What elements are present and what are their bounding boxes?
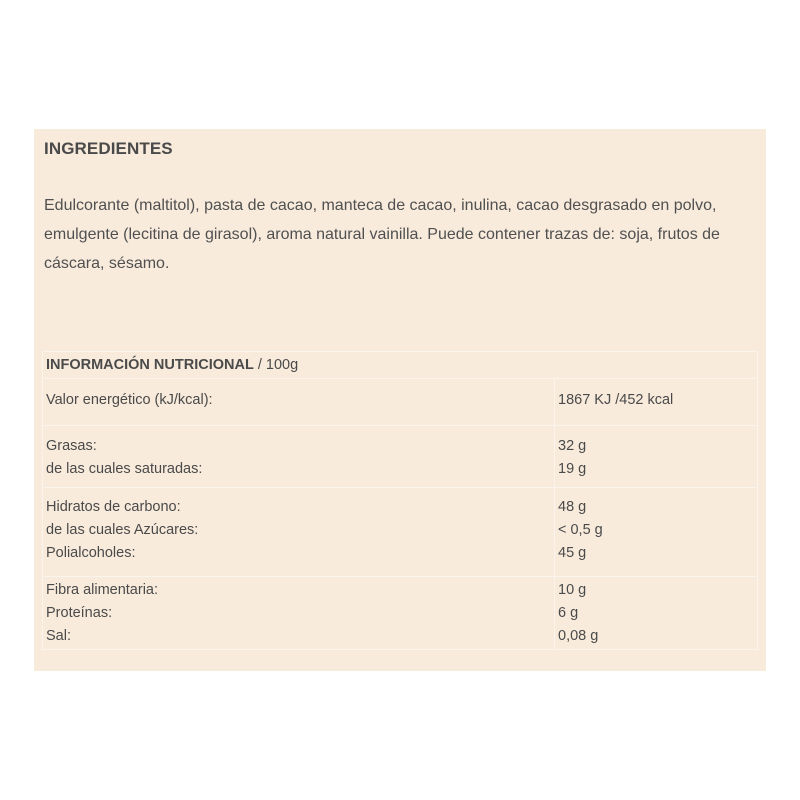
nutrient-value: 0,08 g bbox=[558, 628, 599, 644]
nutrient-value: 48 g bbox=[558, 499, 587, 515]
nutrition-labels bbox=[43, 577, 555, 650]
nutrient-value: 19 g bbox=[558, 461, 587, 477]
nutrient-label: Valor energético (kJ/kcal): bbox=[46, 392, 213, 408]
nutrient-value: 6 g bbox=[558, 605, 579, 621]
nutrient-value: < 0,5 g bbox=[558, 522, 603, 538]
nutrient-label: de las cuales saturadas: bbox=[46, 461, 203, 477]
nutrition-values bbox=[555, 577, 758, 650]
nutrient-label: de las cuales Azúcares: bbox=[46, 522, 199, 538]
nutrition-labels bbox=[43, 488, 555, 577]
nutrition-row-fats bbox=[43, 426, 758, 488]
nutrient-label: Proteínas: bbox=[46, 605, 113, 621]
nutrition-row-carbohydrates bbox=[43, 488, 758, 577]
product-info-panel bbox=[34, 129, 766, 671]
nutrient-label: Fibra alimentaria: bbox=[46, 582, 159, 598]
nutrition-header bbox=[43, 352, 758, 379]
nutrition-per-unit: / 100g bbox=[253, 357, 299, 373]
nutrition-labels bbox=[43, 426, 555, 488]
nutrition-table bbox=[42, 351, 758, 650]
ingredients-title: INGREDIENTES bbox=[44, 139, 173, 158]
nutrition-labels bbox=[43, 379, 555, 426]
nutrition-row-energy bbox=[43, 379, 758, 426]
nutrient-label: Grasas: bbox=[46, 438, 97, 454]
nutrient-value: 45 g bbox=[558, 545, 587, 561]
nutrient-label: Hidratos de carbono: bbox=[46, 499, 181, 515]
nutrient-label: Sal: bbox=[46, 628, 71, 644]
nutrition-values bbox=[555, 488, 758, 577]
nutrition-title: INFORMACIÓN NUTRICIONAL bbox=[46, 357, 254, 373]
nutrition-values bbox=[555, 379, 758, 426]
nutrient-value: 1867 KJ /452 kcal bbox=[558, 392, 674, 408]
nutrient-value: 32 g bbox=[558, 438, 587, 454]
nutrition-values bbox=[555, 426, 758, 488]
nutrient-value: 10 g bbox=[558, 582, 587, 598]
nutrient-label: Polialcoholes: bbox=[46, 545, 136, 561]
nutrition-row-other bbox=[43, 577, 758, 650]
nutrition-header-row bbox=[43, 352, 758, 379]
ingredients-text: Edulcorante (maltitol), pasta de cacao, manteca de cacao, inulina, cacao desgrasado en polvo, emulgente (lecitina de girasol), aroma natural vainilla. Puede contener trazas de: soja, frutos de cáscara, sésamo. bbox=[44, 197, 720, 272]
